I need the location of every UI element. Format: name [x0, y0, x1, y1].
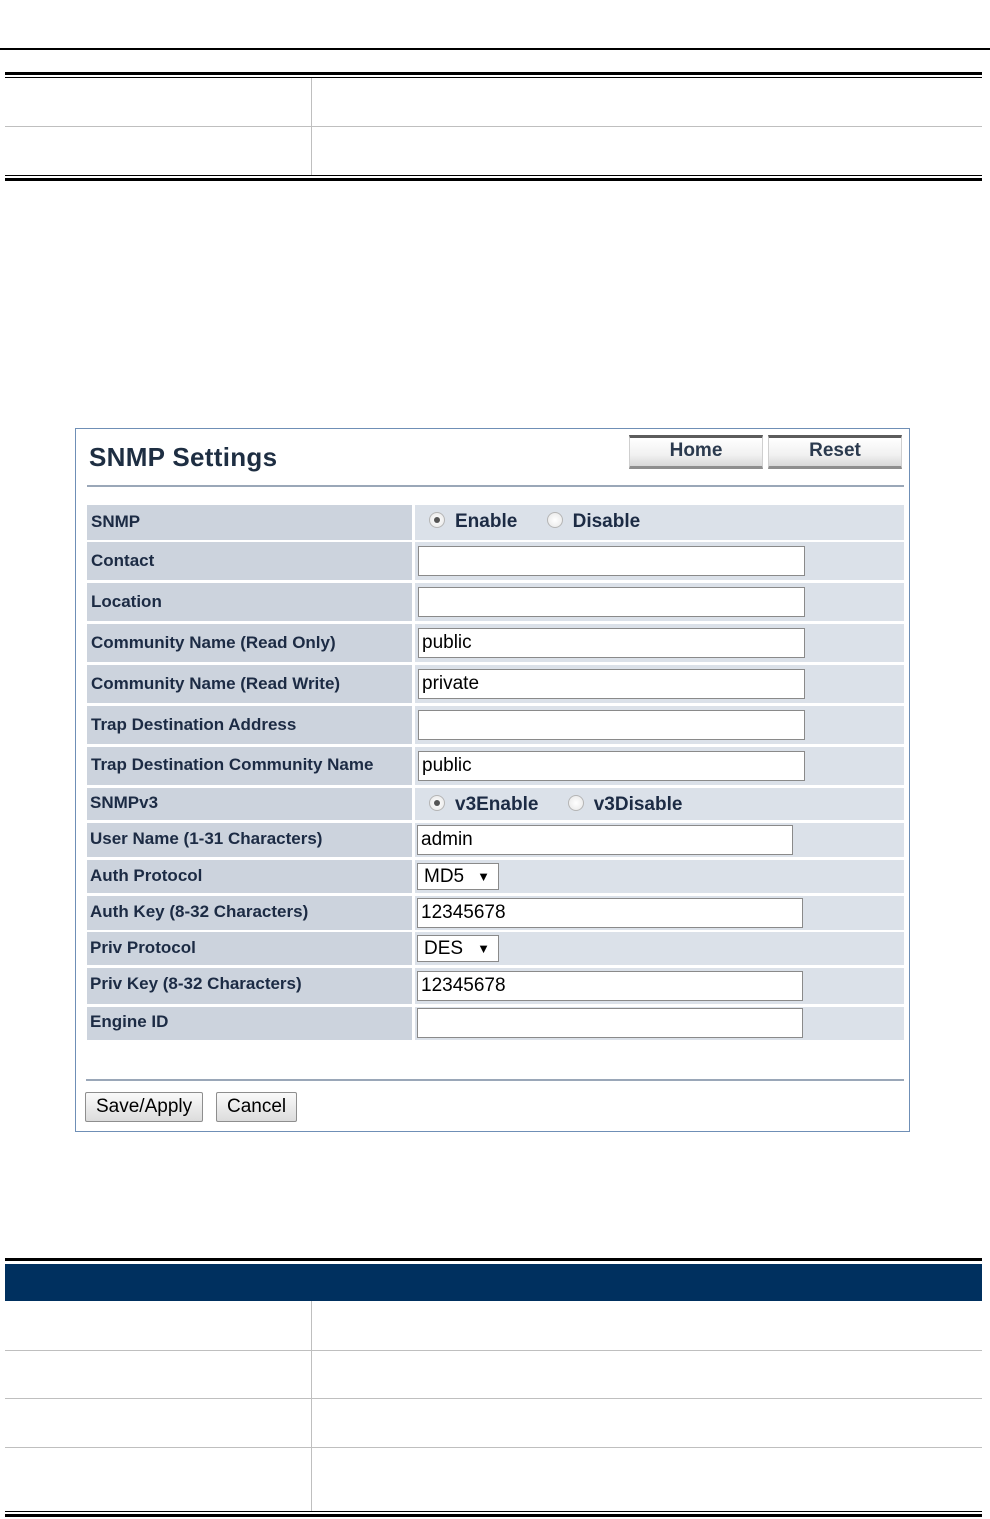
snmpv3-row — [87, 788, 904, 820]
table-column-divider — [311, 1301, 312, 1512]
table-row-divider — [5, 126, 982, 127]
community-ro-row — [87, 624, 904, 662]
priv-key-label: Priv Key (8-32 Characters) — [87, 968, 412, 1004]
v3enable-radio[interactable] — [429, 795, 445, 811]
save-apply-button[interactable]: Save/Apply — [85, 1092, 203, 1122]
snmp-disable-radio[interactable] — [547, 512, 563, 528]
trap-address-value-cell — [415, 706, 904, 744]
snmp-settings-panel — [75, 428, 910, 1132]
actions-divider — [86, 1079, 904, 1081]
auth-key-label: Auth Key (8-32 Characters) — [87, 896, 412, 930]
snmp-enable-label[interactable]: Enable — [455, 511, 518, 532]
snmpv3-radio-group — [429, 794, 706, 816]
auth-key-row — [87, 896, 904, 930]
trap-address-row — [87, 706, 904, 744]
table-bottom-border-inner — [5, 175, 982, 176]
bottom-doc-table — [5, 1258, 982, 1519]
location-value-cell — [415, 583, 904, 621]
engine-id-label: Engine ID — [87, 1007, 412, 1040]
snmp-radio-group — [429, 511, 664, 533]
engine-id-input[interactable] — [417, 1008, 803, 1038]
auth-protocol-row — [87, 860, 904, 893]
contact-label: Contact — [87, 542, 412, 580]
v3enable-label[interactable]: v3Enable — [455, 794, 539, 815]
priv-protocol-row — [87, 932, 904, 965]
trap-community-row — [87, 747, 904, 785]
chevron-down-icon: ▼ — [477, 941, 490, 956]
community-rw-label: Community Name (Read Write) — [87, 665, 412, 703]
community-rw-input[interactable] — [418, 669, 805, 699]
priv-protocol-value: DES — [424, 938, 464, 959]
home-button[interactable]: Home — [629, 435, 763, 469]
auth-protocol-select[interactable] — [417, 863, 499, 890]
user-name-value-cell — [415, 823, 904, 857]
priv-key-input[interactable] — [417, 971, 803, 1001]
title-divider — [87, 485, 904, 487]
auth-protocol-value: MD5 — [424, 866, 465, 887]
priv-key-value-cell — [415, 968, 904, 1004]
auth-key-value-cell — [415, 896, 904, 930]
panel-title: SNMP Settings — [89, 442, 278, 472]
user-name-input[interactable] — [417, 825, 793, 855]
trap-address-label: Trap Destination Address — [87, 706, 412, 744]
location-input[interactable] — [418, 587, 805, 617]
v3disable-radio[interactable] — [568, 795, 584, 811]
table-row-divider — [5, 1398, 982, 1399]
snmp-enable-radio[interactable] — [429, 512, 445, 528]
community-ro-input[interactable] — [418, 628, 805, 658]
cancel-button[interactable]: Cancel — [216, 1092, 297, 1122]
snmp-disable-label[interactable]: Disable — [572, 511, 641, 532]
table-bottom-border — [5, 1514, 982, 1517]
snmp-value-cell — [415, 505, 904, 540]
engine-id-row — [87, 1007, 904, 1040]
table-top-border-inner — [5, 77, 982, 78]
location-label: Location — [87, 583, 412, 621]
user-name-row — [87, 823, 904, 857]
engine-id-value-cell — [415, 1007, 904, 1040]
page-header-rule — [0, 48, 990, 50]
v3disable-label[interactable]: v3Disable — [593, 794, 683, 815]
community-ro-value-cell — [415, 624, 904, 662]
user-name-label: User Name (1-31 Characters) — [87, 823, 412, 857]
auth-key-input[interactable] — [417, 898, 803, 928]
table-bottom-border-inner — [5, 1511, 982, 1512]
trap-community-label: Trap Destination Community Name — [87, 747, 412, 785]
snmpv3-value-cell — [415, 788, 904, 820]
table-top-border — [5, 72, 982, 75]
table-top-border — [5, 1258, 982, 1261]
table-row-divider — [5, 1350, 982, 1351]
trap-address-input[interactable] — [418, 710, 805, 740]
priv-protocol-select[interactable] — [417, 935, 499, 962]
trap-community-input[interactable] — [418, 751, 805, 781]
priv-protocol-value-cell — [415, 932, 904, 965]
top-doc-table — [5, 72, 982, 182]
contact-row — [87, 542, 904, 580]
table-row-divider — [5, 1447, 982, 1448]
snmp-row — [87, 505, 904, 540]
reset-button[interactable]: Reset — [768, 435, 902, 469]
table-bottom-border — [5, 178, 982, 181]
trap-community-value-cell — [415, 747, 904, 785]
community-rw-value-cell — [415, 665, 904, 703]
auth-protocol-label: Auth Protocol — [87, 860, 412, 893]
chevron-down-icon: ▼ — [477, 869, 490, 884]
auth-protocol-value-cell — [415, 860, 904, 893]
table-header-row — [5, 1264, 982, 1301]
community-ro-label: Community Name (Read Only) — [87, 624, 412, 662]
contact-input[interactable] — [418, 546, 805, 576]
snmpv3-label: SNMPv3 — [87, 788, 412, 820]
contact-value-cell — [415, 542, 904, 580]
snmp-label: SNMP — [87, 505, 412, 540]
priv-protocol-label: Priv Protocol — [87, 932, 412, 965]
table-column-divider — [311, 78, 312, 176]
priv-key-row — [87, 968, 904, 1004]
community-rw-row — [87, 665, 904, 703]
location-row — [87, 583, 904, 621]
